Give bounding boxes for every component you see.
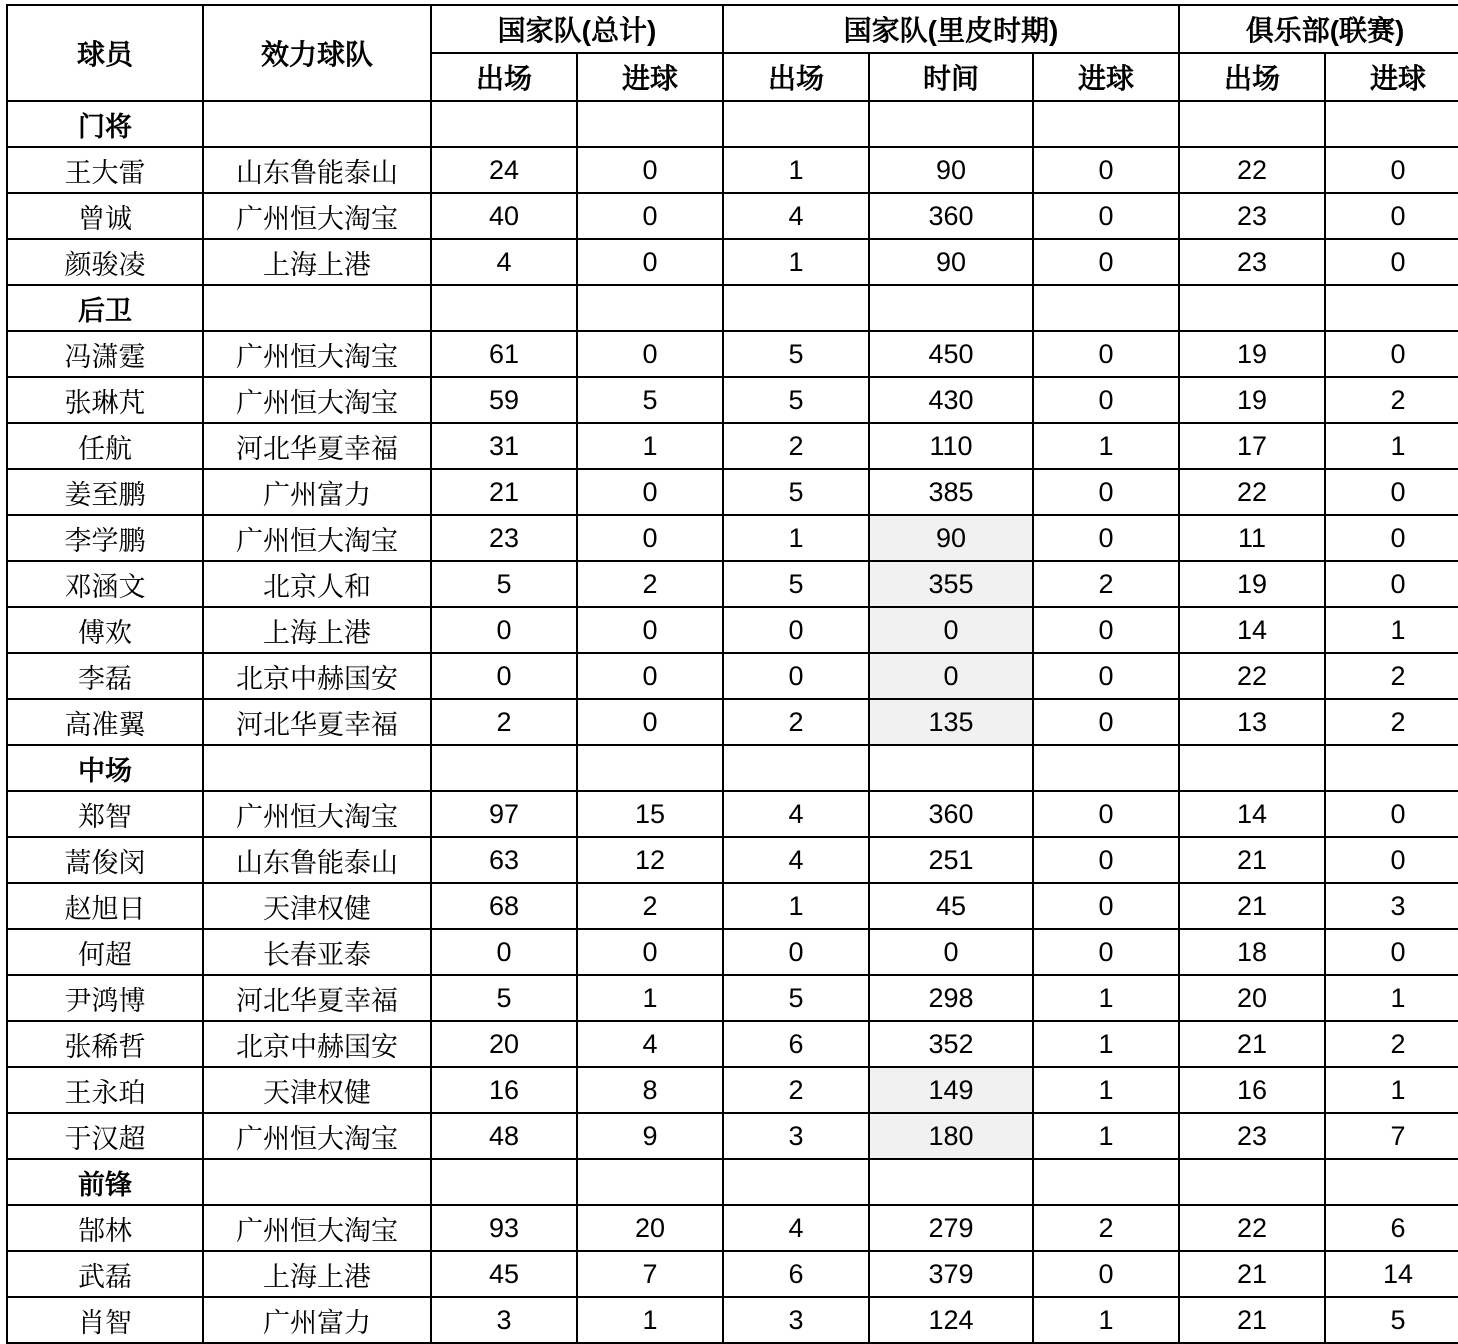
table-row (7, 607, 1458, 653)
table-row (7, 699, 1458, 745)
cell-lippi-minutes: 360 (869, 791, 1033, 837)
cell-lippi-apps: 5 (723, 561, 869, 607)
empty-cell (869, 101, 1033, 147)
cell-club-goals: 0 (1325, 561, 1458, 607)
cell-lippi-goals: 0 (1033, 929, 1179, 975)
header-nt-apps: 出场 (431, 53, 577, 101)
cell-lippi-apps: 0 (723, 653, 869, 699)
cell-lippi-goals: 1 (1033, 1021, 1179, 1067)
cell-lippi-goals: 1 (1033, 423, 1179, 469)
cell-lippi-apps: 1 (723, 147, 869, 193)
cell-club-apps: 21 (1179, 837, 1325, 883)
empty-cell (869, 745, 1033, 791)
cell-nt-apps: 63 (431, 837, 577, 883)
cell-lippi-apps: 6 (723, 1251, 869, 1297)
cell-club-goals: 0 (1325, 791, 1458, 837)
cell-club-goals: 2 (1325, 1021, 1458, 1067)
cell-nt-goals: 0 (577, 331, 723, 377)
cell-club-goals: 0 (1325, 239, 1458, 285)
table-row (7, 515, 1458, 561)
cell-nt-goals: 0 (577, 515, 723, 561)
cell-lippi-apps: 2 (723, 423, 869, 469)
cell-club-goals: 7 (1325, 1113, 1458, 1159)
empty-cell (1033, 745, 1179, 791)
section-row (7, 285, 1458, 331)
empty-cell (723, 1159, 869, 1205)
cell-club-apps: 19 (1179, 377, 1325, 423)
empty-cell (1033, 101, 1179, 147)
table-header (7, 5, 1458, 101)
cell-nt-apps: 0 (431, 653, 577, 699)
table-row (7, 193, 1458, 239)
cell-club-apps: 21 (1179, 1021, 1325, 1067)
cell-nt-goals: 0 (577, 929, 723, 975)
cell-club: 山东鲁能泰山 (203, 147, 431, 193)
section-title: 中场 (7, 745, 203, 791)
cell-nt-apps: 59 (431, 377, 577, 423)
cell-club-apps: 11 (1179, 515, 1325, 561)
cell-club-goals: 2 (1325, 699, 1458, 745)
cell-club: 上海上港 (203, 607, 431, 653)
cell-club: 广州富力 (203, 1297, 431, 1343)
cell-nt-apps: 5 (431, 975, 577, 1021)
empty-cell (577, 745, 723, 791)
cell-nt-goals: 0 (577, 699, 723, 745)
table-row (7, 147, 1458, 193)
cell-nt-apps: 40 (431, 193, 577, 239)
cell-nt-goals: 0 (577, 469, 723, 515)
cell-lippi-minutes: 180 (869, 1113, 1033, 1159)
table-row (7, 1113, 1458, 1159)
cell-club-goals: 0 (1325, 929, 1458, 975)
cell-club-apps: 23 (1179, 193, 1325, 239)
cell-lippi-minutes: 298 (869, 975, 1033, 1021)
cell-lippi-apps: 1 (723, 883, 869, 929)
cell-player: 李学鹏 (7, 515, 203, 561)
cell-club: 广州恒大淘宝 (203, 1205, 431, 1251)
cell-lippi-apps: 1 (723, 515, 869, 561)
cell-lippi-goals: 1 (1033, 1067, 1179, 1113)
section-row (7, 745, 1458, 791)
cell-nt-apps: 0 (431, 607, 577, 653)
empty-cell (431, 1159, 577, 1205)
table-row (7, 1067, 1458, 1113)
cell-club-apps: 21 (1179, 883, 1325, 929)
cell-lippi-minutes: 90 (869, 239, 1033, 285)
empty-cell (723, 745, 869, 791)
cell-lippi-minutes: 90 (869, 147, 1033, 193)
cell-nt-apps: 23 (431, 515, 577, 561)
cell-player: 张琳芃 (7, 377, 203, 423)
cell-lippi-goals: 2 (1033, 561, 1179, 607)
cell-lippi-minutes: 355 (869, 561, 1033, 607)
table-row (7, 1205, 1458, 1251)
player-stats-table (6, 4, 1458, 1344)
cell-nt-goals: 2 (577, 561, 723, 607)
cell-club-apps: 14 (1179, 607, 1325, 653)
empty-cell (431, 101, 577, 147)
cell-player: 尹鸿博 (7, 975, 203, 1021)
cell-club-goals: 1 (1325, 1067, 1458, 1113)
empty-cell (1325, 285, 1458, 331)
table-row (7, 377, 1458, 423)
empty-cell (1179, 101, 1325, 147)
header-lippi-goals: 进球 (1033, 53, 1179, 101)
cell-club: 广州富力 (203, 469, 431, 515)
empty-cell (1033, 285, 1179, 331)
cell-nt-apps: 48 (431, 1113, 577, 1159)
cell-club-apps: 16 (1179, 1067, 1325, 1113)
cell-lippi-minutes: 279 (869, 1205, 1033, 1251)
cell-club: 广州恒大淘宝 (203, 791, 431, 837)
cell-nt-goals: 4 (577, 1021, 723, 1067)
cell-lippi-minutes: 251 (869, 837, 1033, 883)
cell-nt-goals: 7 (577, 1251, 723, 1297)
cell-lippi-minutes: 0 (869, 653, 1033, 699)
cell-lippi-minutes: 450 (869, 331, 1033, 377)
cell-nt-apps: 61 (431, 331, 577, 377)
empty-cell (1325, 1159, 1458, 1205)
section-title: 后卫 (7, 285, 203, 331)
cell-lippi-minutes: 124 (869, 1297, 1033, 1343)
header-lippi-apps: 出场 (723, 53, 869, 101)
cell-player: 赵旭日 (7, 883, 203, 929)
table-row (7, 1297, 1458, 1343)
cell-lippi-goals: 0 (1033, 377, 1179, 423)
cell-club: 长春亚泰 (203, 929, 431, 975)
cell-club-goals: 1 (1325, 607, 1458, 653)
cell-club-apps: 14 (1179, 791, 1325, 837)
cell-lippi-goals: 0 (1033, 469, 1179, 515)
table-row (7, 929, 1458, 975)
empty-cell (203, 285, 431, 331)
empty-cell (203, 745, 431, 791)
cell-nt-apps: 68 (431, 883, 577, 929)
cell-lippi-minutes: 430 (869, 377, 1033, 423)
cell-club-goals: 2 (1325, 653, 1458, 699)
cell-lippi-minutes: 110 (869, 423, 1033, 469)
cell-lippi-minutes: 45 (869, 883, 1033, 929)
empty-cell (723, 101, 869, 147)
empty-cell (1033, 1159, 1179, 1205)
cell-nt-goals: 1 (577, 975, 723, 1021)
cell-lippi-apps: 3 (723, 1113, 869, 1159)
table-row (7, 653, 1458, 699)
empty-cell (431, 285, 577, 331)
cell-nt-goals: 15 (577, 791, 723, 837)
cell-club: 广州恒大淘宝 (203, 193, 431, 239)
cell-club-apps: 19 (1179, 331, 1325, 377)
cell-club-apps: 22 (1179, 147, 1325, 193)
cell-lippi-apps: 4 (723, 791, 869, 837)
cell-lippi-minutes: 90 (869, 515, 1033, 561)
cell-player: 武磊 (7, 1251, 203, 1297)
cell-club-apps: 17 (1179, 423, 1325, 469)
cell-player: 张稀哲 (7, 1021, 203, 1067)
cell-nt-apps: 4 (431, 239, 577, 285)
cell-nt-goals: 0 (577, 653, 723, 699)
cell-lippi-minutes: 0 (869, 607, 1033, 653)
header-nt-goals: 进球 (577, 53, 723, 101)
cell-nt-apps: 97 (431, 791, 577, 837)
cell-lippi-goals: 0 (1033, 1251, 1179, 1297)
empty-cell (1179, 1159, 1325, 1205)
cell-nt-goals: 0 (577, 607, 723, 653)
cell-lippi-minutes: 149 (869, 1067, 1033, 1113)
cell-lippi-apps: 5 (723, 469, 869, 515)
cell-club: 河北华夏幸福 (203, 975, 431, 1021)
cell-lippi-apps: 6 (723, 1021, 869, 1067)
cell-lippi-goals: 0 (1033, 699, 1179, 745)
cell-club: 山东鲁能泰山 (203, 837, 431, 883)
cell-lippi-apps: 5 (723, 975, 869, 1021)
cell-lippi-goals: 1 (1033, 975, 1179, 1021)
cell-club-goals: 14 (1325, 1251, 1458, 1297)
cell-nt-apps: 0 (431, 929, 577, 975)
cell-nt-apps: 21 (431, 469, 577, 515)
cell-player: 肖智 (7, 1297, 203, 1343)
cell-lippi-apps: 4 (723, 193, 869, 239)
section-row (7, 101, 1458, 147)
cell-nt-apps: 16 (431, 1067, 577, 1113)
cell-club: 河北华夏幸福 (203, 423, 431, 469)
cell-club-apps: 13 (1179, 699, 1325, 745)
table-row (7, 1021, 1458, 1067)
cell-nt-goals: 9 (577, 1113, 723, 1159)
cell-club-apps: 21 (1179, 1297, 1325, 1343)
cell-nt-apps: 93 (431, 1205, 577, 1251)
empty-cell (203, 1159, 431, 1205)
cell-club-goals: 1 (1325, 975, 1458, 1021)
empty-cell (203, 101, 431, 147)
header-group-national-lippi: 国家队(里皮时期) (723, 5, 1179, 53)
cell-club-goals: 3 (1325, 883, 1458, 929)
header-lippi-minutes: 时间 (869, 53, 1033, 101)
cell-lippi-goals: 0 (1033, 515, 1179, 561)
cell-club-apps: 21 (1179, 1251, 1325, 1297)
cell-club-goals: 2 (1325, 377, 1458, 423)
cell-lippi-minutes: 360 (869, 193, 1033, 239)
cell-club: 广州恒大淘宝 (203, 331, 431, 377)
cell-club-goals: 1 (1325, 423, 1458, 469)
cell-player: 邓涵文 (7, 561, 203, 607)
cell-player: 王大雷 (7, 147, 203, 193)
empty-cell (723, 285, 869, 331)
cell-player: 何超 (7, 929, 203, 975)
table-row (7, 239, 1458, 285)
cell-club-apps: 20 (1179, 975, 1325, 1021)
empty-cell (1325, 745, 1458, 791)
cell-club: 北京人和 (203, 561, 431, 607)
cell-lippi-goals: 0 (1033, 239, 1179, 285)
empty-cell (869, 1159, 1033, 1205)
cell-lippi-goals: 1 (1033, 1113, 1179, 1159)
table-row (7, 975, 1458, 1021)
cell-lippi-minutes: 379 (869, 1251, 1033, 1297)
cell-nt-goals: 2 (577, 883, 723, 929)
cell-club: 天津权健 (203, 883, 431, 929)
cell-nt-apps: 2 (431, 699, 577, 745)
empty-cell (577, 101, 723, 147)
cell-lippi-minutes: 385 (869, 469, 1033, 515)
table-row (7, 331, 1458, 377)
cell-club: 上海上港 (203, 1251, 431, 1297)
cell-nt-apps: 5 (431, 561, 577, 607)
table-row (7, 883, 1458, 929)
cell-nt-goals: 8 (577, 1067, 723, 1113)
section-row (7, 1159, 1458, 1205)
cell-player: 于汉超 (7, 1113, 203, 1159)
cell-nt-goals: 0 (577, 193, 723, 239)
table-row (7, 837, 1458, 883)
cell-player: 王永珀 (7, 1067, 203, 1113)
table-row (7, 469, 1458, 515)
cell-club: 上海上港 (203, 239, 431, 285)
cell-club: 北京中赫国安 (203, 1021, 431, 1067)
table-row (7, 791, 1458, 837)
cell-club-goals: 0 (1325, 515, 1458, 561)
empty-cell (577, 285, 723, 331)
cell-player: 高准翼 (7, 699, 203, 745)
cell-nt-goals: 0 (577, 239, 723, 285)
cell-lippi-apps: 4 (723, 1205, 869, 1251)
table-row (7, 1251, 1458, 1297)
header-group-national-total: 国家队(总计) (431, 5, 723, 53)
table-row (7, 561, 1458, 607)
cell-lippi-minutes: 135 (869, 699, 1033, 745)
cell-lippi-goals: 0 (1033, 883, 1179, 929)
cell-lippi-minutes: 0 (869, 929, 1033, 975)
table-body (7, 101, 1458, 1343)
cell-club-goals: 0 (1325, 469, 1458, 515)
cell-lippi-apps: 1 (723, 239, 869, 285)
cell-lippi-goals: 2 (1033, 1205, 1179, 1251)
cell-club-apps: 18 (1179, 929, 1325, 975)
cell-lippi-goals: 0 (1033, 653, 1179, 699)
cell-player: 李磊 (7, 653, 203, 699)
cell-lippi-goals: 0 (1033, 607, 1179, 653)
empty-cell (869, 285, 1033, 331)
cell-lippi-goals: 0 (1033, 791, 1179, 837)
cell-club-goals: 0 (1325, 193, 1458, 239)
cell-club: 广州恒大淘宝 (203, 515, 431, 561)
cell-club: 北京中赫国安 (203, 653, 431, 699)
cell-player: 郜林 (7, 1205, 203, 1251)
header-club: 效力球队 (203, 5, 431, 101)
cell-club-goals: 0 (1325, 331, 1458, 377)
cell-nt-apps: 24 (431, 147, 577, 193)
cell-club-apps: 23 (1179, 1113, 1325, 1159)
cell-nt-goals: 1 (577, 1297, 723, 1343)
cell-player: 蒿俊闵 (7, 837, 203, 883)
cell-nt-goals: 20 (577, 1205, 723, 1251)
header-club-goals: 进球 (1325, 53, 1458, 101)
cell-player: 任航 (7, 423, 203, 469)
table-row (7, 423, 1458, 469)
cell-lippi-goals: 0 (1033, 147, 1179, 193)
header-player: 球员 (7, 5, 203, 101)
cell-club: 天津权健 (203, 1067, 431, 1113)
cell-lippi-goals: 0 (1033, 837, 1179, 883)
cell-club-goals: 0 (1325, 147, 1458, 193)
cell-club-goals: 6 (1325, 1205, 1458, 1251)
cell-lippi-apps: 4 (723, 837, 869, 883)
cell-nt-goals: 1 (577, 423, 723, 469)
cell-player: 颜骏凌 (7, 239, 203, 285)
cell-nt-apps: 3 (431, 1297, 577, 1343)
cell-club: 广州恒大淘宝 (203, 1113, 431, 1159)
cell-lippi-apps: 5 (723, 377, 869, 423)
cell-club-apps: 23 (1179, 239, 1325, 285)
cell-club-goals: 5 (1325, 1297, 1458, 1343)
cell-lippi-apps: 0 (723, 929, 869, 975)
empty-cell (577, 1159, 723, 1205)
cell-lippi-apps: 2 (723, 699, 869, 745)
cell-nt-apps: 20 (431, 1021, 577, 1067)
cell-club: 河北华夏幸福 (203, 699, 431, 745)
cell-player: 冯潇霆 (7, 331, 203, 377)
cell-club-apps: 19 (1179, 561, 1325, 607)
header-group-club-league: 俱乐部(联赛) (1179, 5, 1458, 53)
cell-player: 郑智 (7, 791, 203, 837)
empty-cell (1179, 285, 1325, 331)
empty-cell (431, 745, 577, 791)
cell-lippi-apps: 5 (723, 331, 869, 377)
section-title: 前锋 (7, 1159, 203, 1205)
cell-player: 傅欢 (7, 607, 203, 653)
cell-club-goals: 0 (1325, 837, 1458, 883)
cell-club: 广州恒大淘宝 (203, 377, 431, 423)
section-title: 门将 (7, 101, 203, 147)
cell-lippi-goals: 0 (1033, 193, 1179, 239)
cell-club-apps: 22 (1179, 653, 1325, 699)
cell-nt-goals: 12 (577, 837, 723, 883)
cell-nt-goals: 5 (577, 377, 723, 423)
cell-lippi-apps: 0 (723, 607, 869, 653)
cell-nt-apps: 31 (431, 423, 577, 469)
cell-player: 曾诚 (7, 193, 203, 239)
cell-club-apps: 22 (1179, 1205, 1325, 1251)
cell-lippi-apps: 2 (723, 1067, 869, 1113)
header-club-apps: 出场 (1179, 53, 1325, 101)
empty-cell (1325, 101, 1458, 147)
cell-player: 姜至鹏 (7, 469, 203, 515)
cell-lippi-apps: 3 (723, 1297, 869, 1343)
cell-lippi-goals: 1 (1033, 1297, 1179, 1343)
cell-lippi-goals: 0 (1033, 331, 1179, 377)
cell-nt-apps: 45 (431, 1251, 577, 1297)
cell-lippi-minutes: 352 (869, 1021, 1033, 1067)
header-group-row (7, 5, 1458, 53)
cell-nt-goals: 0 (577, 147, 723, 193)
empty-cell (1179, 745, 1325, 791)
cell-club-apps: 22 (1179, 469, 1325, 515)
